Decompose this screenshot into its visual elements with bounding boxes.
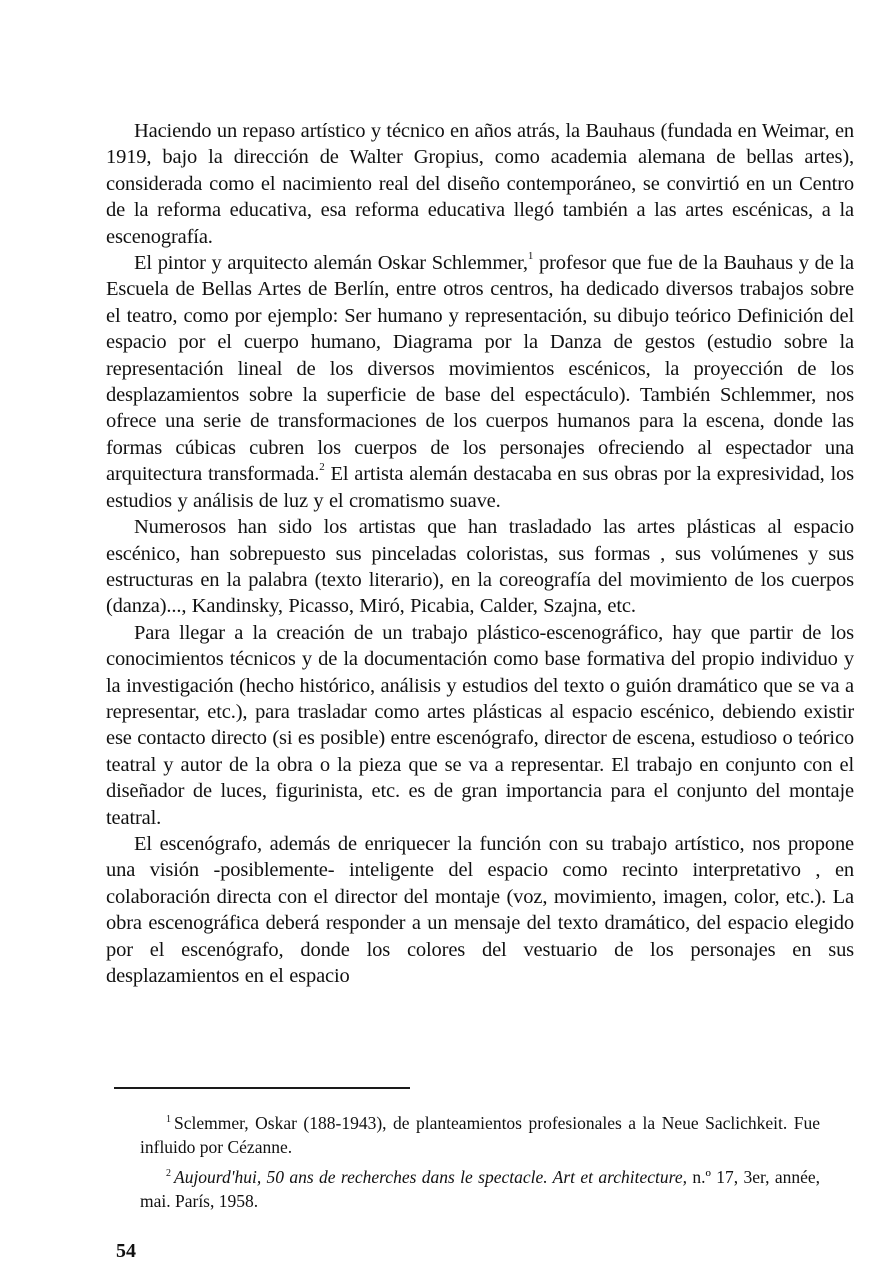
paragraph-text: profesor que fue de la Bauhaus y de la Escuela de Bellas Artes de Berlín, entre otros centros, ha dedicado diversos trabajos sobre el teatro, como por ejemplo: Ser humano y representación, su dibujo teórico Definición del espacio por el cuerpo humano, Diagrama por la Danza de gestos (estudio sobre la representación lineal de los diversos movimientos escénicos, la proyección de los desplazamientos sobre la superficie de base del espectáculo). También Schlemmer, nos ofrece una serie de transformaciones de los cuerpos humanos para la escena, donde las formas cúbicas cubren los cuerpos de los personajes ofreciendo al espectador una arquitectura transformada. xyxy=(106,252,854,486)
footnote-text: Sclemmer, Oskar (188-1943), de planteamientos profesionales a la Neue Saclichkeit. Fue influido por Cézanne. xyxy=(140,1113,820,1157)
footnote-reference-2[interactable]: 2 xyxy=(319,461,325,474)
footnote-mark: 1 xyxy=(166,1114,171,1126)
footnote-divider xyxy=(114,1087,410,1089)
paragraph-schlemmer xyxy=(106,250,854,514)
footnote-text: n.º 17, 3er, année, mai. París, 1958. xyxy=(140,1167,821,1211)
paragraph-text: El artista alemán destacaba en sus obras por la expresividad, los estudios y análisis de luz y el cromatismo suave. xyxy=(106,463,854,512)
footnote-reference-1[interactable]: 1 xyxy=(527,250,534,263)
page-number: 54 xyxy=(116,1240,136,1262)
paragraph-bauhaus: Haciendo un repaso artístico y técnico en años atrás, la Bauhaus (fundada en Weimar, en 1919, bajo la dirección de Walter Gropius, como academia alemana de bellas artes), considerada como el nacimiento real del diseño contemporáneo, se convirtió en un Centro de la reforma educativa, esa reforma educativa llegó también a las artes escénicas, a la escenografía. xyxy=(106,120,854,248)
main-text xyxy=(106,118,854,989)
paragraph-creation: Para llegar a la creación de un trabajo plástico-escenográfico, hay que partir de los conocimientos técnicos y de la documentación como base formativa del propio individuo y la investigación (hecho histórico, análisis y estudios del texto o guión dramático que se va a representar, etc.), para trasladar como artes plásticas al espacio escénico, debiendo existir ese contacto directo (si es posible) entre escenógrafo, director de escena, estudioso o teórico teatral y autor de la obra o la pieza que se va a representar. El trabajo en conjunto con el diseñador de luces, figurinista, etc. es de gran importancia para el conjunto del montaje teatral. xyxy=(106,621,854,829)
footnote-title: Aujourd'hui, 50 ans de recherches dans le spectacle. Art et architecture, xyxy=(174,1167,687,1187)
footnote-1 xyxy=(140,1111,820,1159)
footnotes xyxy=(140,1111,820,1219)
paragraph-scenographer: El escenógrafo, además de enriquecer la función con su trabajo artístico, nos propone una visión -posiblemente- inteligente del espacio como recinto interpretativo , en colaboración directa con el director del montaje (voz, movimiento, imagen, color, etc.). La obra escenográfica deberá responder a un mensaje del texto dramático, del espacio elegido por el escenógrafo, donde los colores del vestuario de los personajes en sus desplazamientos en el espacio xyxy=(106,832,854,987)
footnote-2 xyxy=(140,1165,820,1213)
paragraph-artists: Numerosos han sido los artistas que han trasladado las artes plásticas al espacio escénico, han sobrepuesto sus pinceladas coloristas, sus formas , sus volúmenes y sus estructuras en la palabra (texto literario), en la coreografía del movimiento de los cuerpos (danza)..., Kandinsky, Picasso, Miró, Picabia, Calder, Szajna, etc. xyxy=(106,516,854,618)
footnote-mark: 2 xyxy=(166,1168,171,1180)
paragraph-text: El pintor y arquitecto alemán Oskar Schlemmer, xyxy=(134,252,528,275)
